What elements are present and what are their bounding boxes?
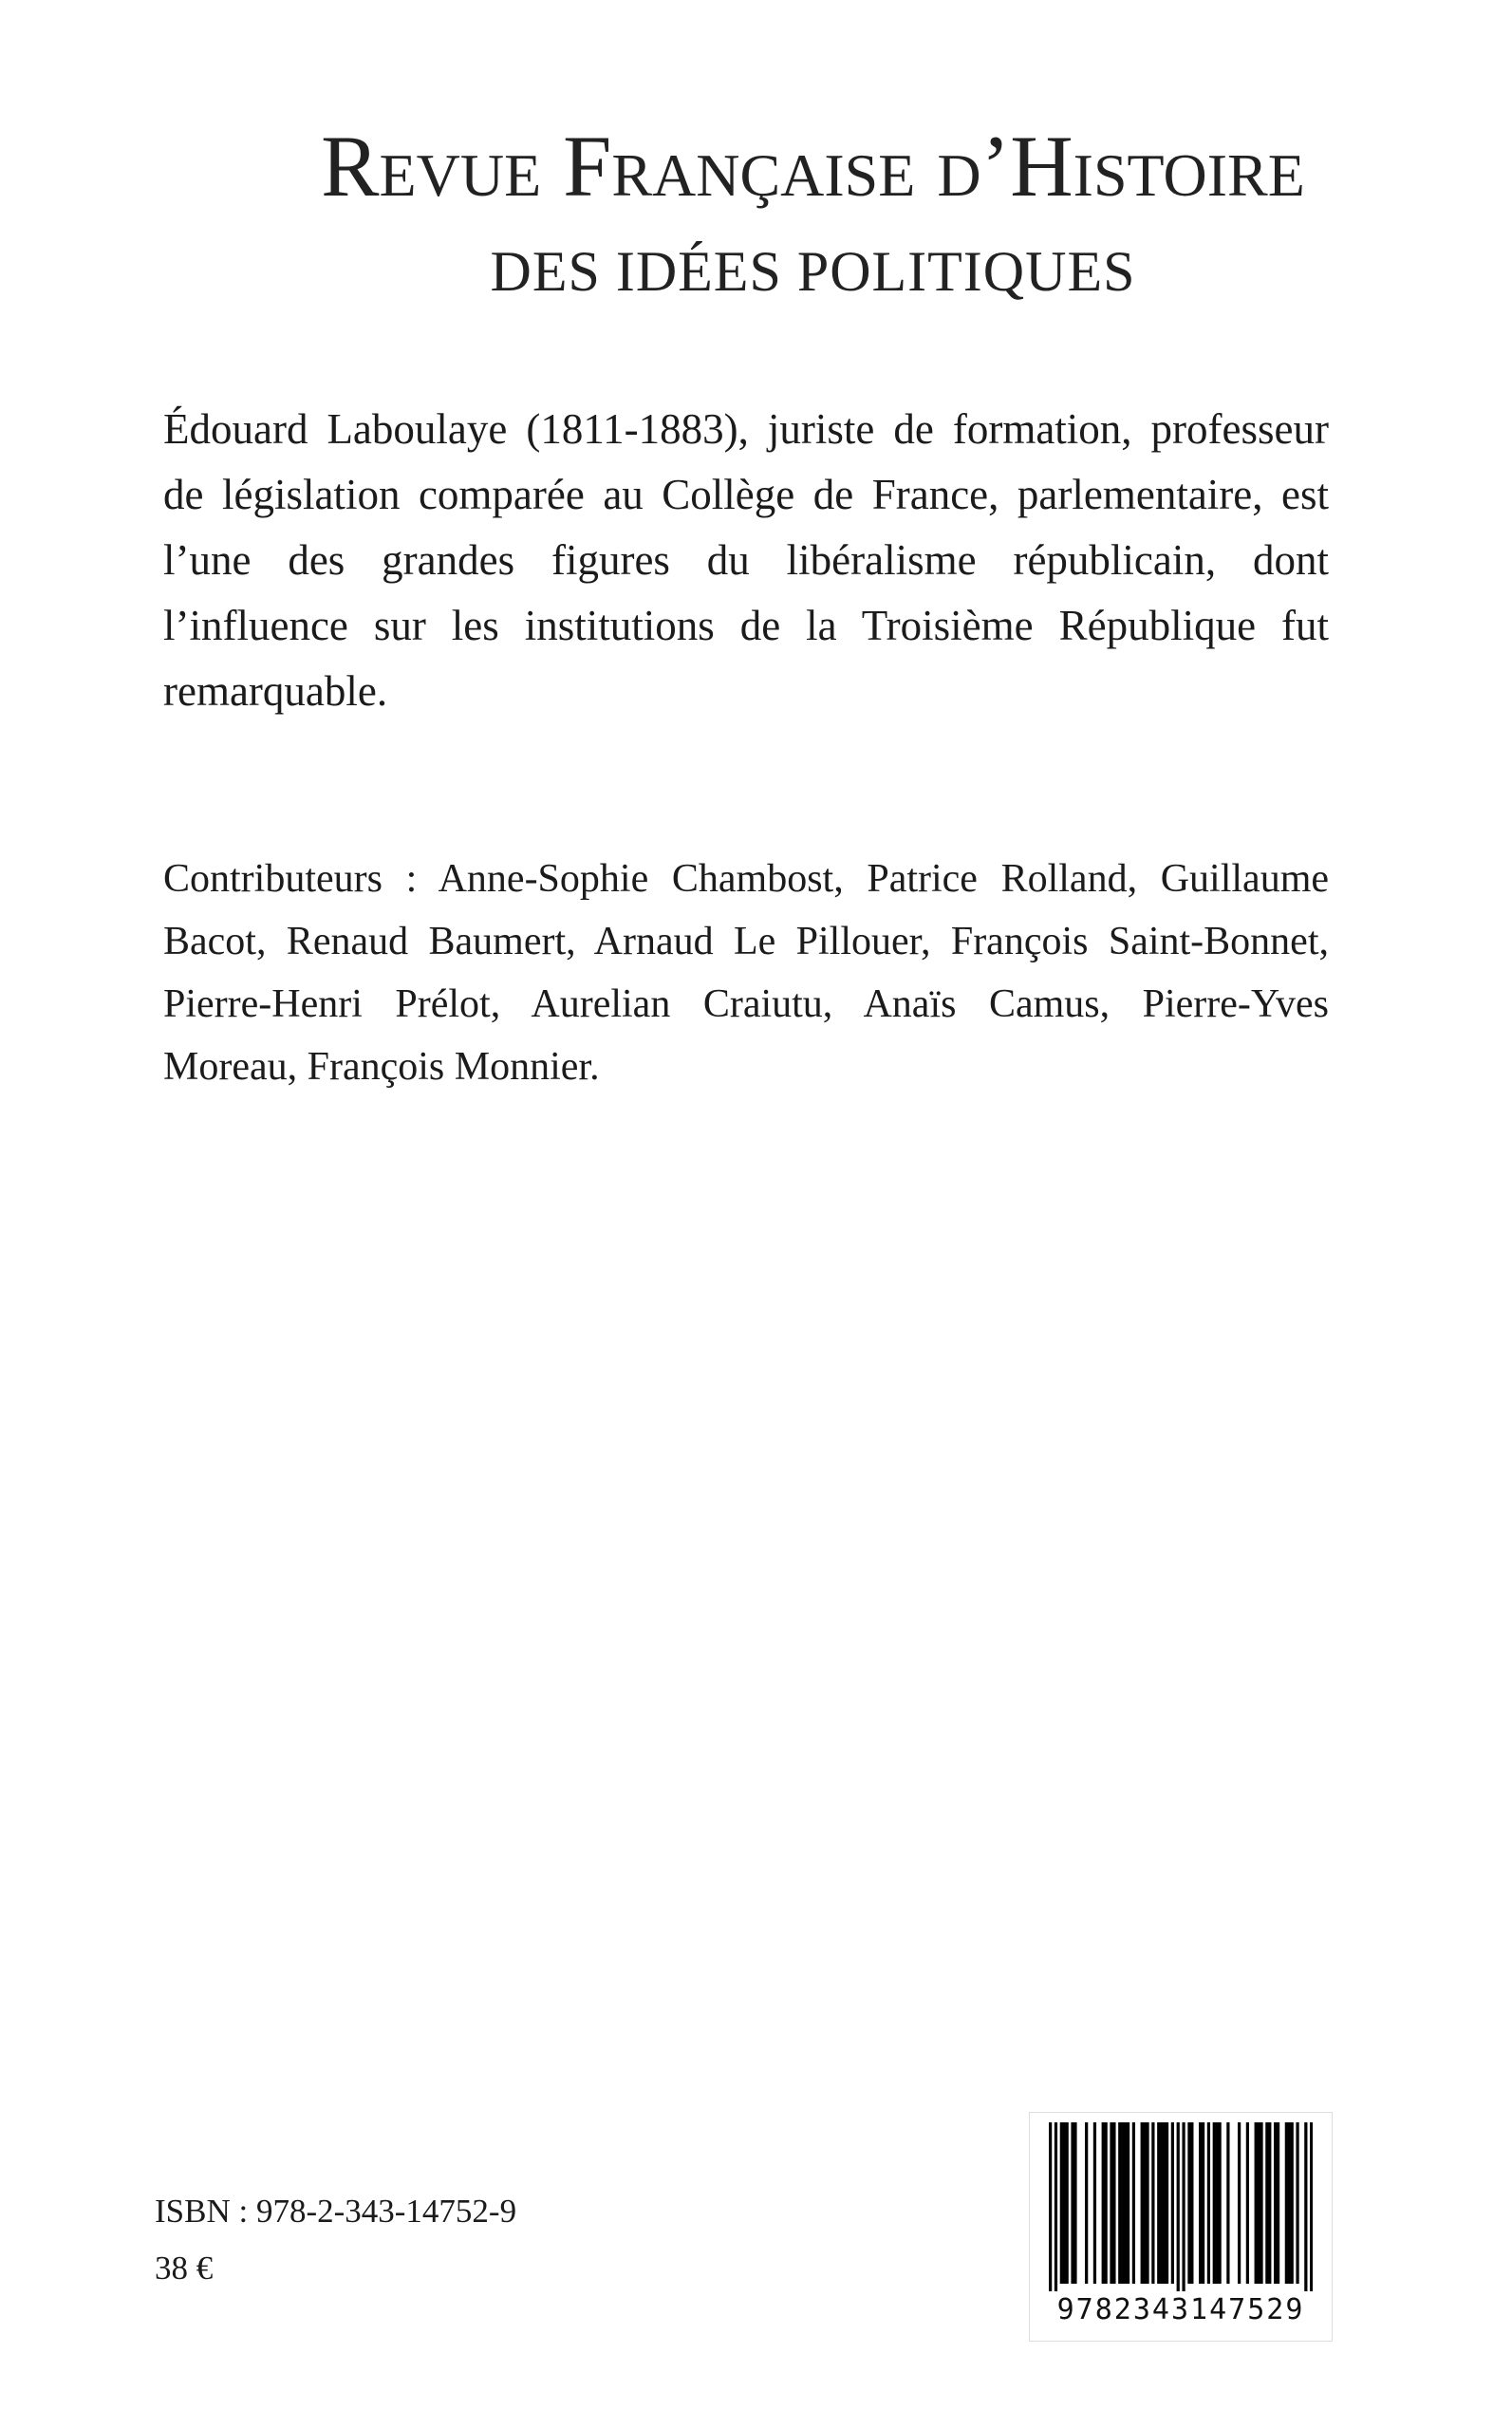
barcode-bar [1121, 2122, 1124, 2284]
barcode-bar [1110, 2122, 1112, 2284]
barcode-bar [1146, 2122, 1148, 2284]
barcode-bar [1055, 2122, 1057, 2291]
price-label: 38 € [155, 2250, 214, 2287]
barcode-bar [1071, 2122, 1073, 2284]
barcode-bar [1199, 2122, 1202, 2284]
barcode-bar [1105, 2122, 1108, 2284]
barcode-bar [1141, 2122, 1144, 2284]
barcode-bar [1124, 2122, 1127, 2284]
barcode-bar [1102, 2122, 1105, 2284]
barcode-bar [1163, 2122, 1166, 2284]
isbn-label: ISBN : 978-2-343-14752-9 [155, 2193, 517, 2230]
barcode-bar [1274, 2122, 1277, 2284]
contributors-paragraph: Contributeurs : Anne-Sophie Chambost, Patrice Rolland, Guillaume Bacot, Renaud Baumert, Arnaud Le Pillouer, François Saint-Bonnet, Pierre-Henri Prélot, Aurelian Craiutu, Anaïs Camus, Pierre-Yves Moreau, François Monnier. [163, 857, 1329, 1089]
barcode-bar [1190, 2122, 1193, 2284]
barcode-bar [1296, 2122, 1298, 2284]
barcode-bar [1166, 2122, 1168, 2284]
barcode-bar [1265, 2122, 1268, 2284]
barcode-bar [1246, 2122, 1249, 2284]
barcode-bar [1157, 2122, 1160, 2284]
title-line-2: DES IDÉES POLITIQUES [490, 240, 1136, 303]
barcode-bar [1285, 2122, 1288, 2284]
barcode-bar [1291, 2122, 1294, 2284]
barcode-bar [1226, 2122, 1229, 2284]
barcode-number: 9782343147529 [1056, 2293, 1305, 2326]
barcode-bar [1066, 2122, 1069, 2284]
barcode-bar [1160, 2122, 1163, 2284]
barcode-bar [1073, 2122, 1076, 2284]
barcode-bar [1207, 2122, 1210, 2284]
barcode-bar [1085, 2122, 1088, 2284]
barcode-bar [1257, 2122, 1260, 2284]
barcode-bar [1187, 2122, 1190, 2284]
barcode-bar [1255, 2122, 1258, 2284]
barcode-bar [1177, 2122, 1180, 2291]
barcode-bar [1238, 2122, 1241, 2284]
barcode-bar [1060, 2122, 1063, 2284]
barcode-bar [1127, 2122, 1129, 2284]
barcode-bar [1213, 2122, 1216, 2284]
barcode-bar [1277, 2122, 1279, 2284]
barcode-bar [1288, 2122, 1291, 2284]
barcode-bars [1049, 2122, 1313, 2291]
barcode-bar [1260, 2122, 1262, 2284]
barcode-bar [1112, 2122, 1115, 2284]
barcode-bar [1063, 2122, 1066, 2284]
barcode-bar [1219, 2122, 1222, 2284]
barcode-bar [1268, 2122, 1271, 2284]
barcode [1029, 2112, 1333, 2342]
barcode-bar [1182, 2122, 1185, 2291]
barcode-bar [1151, 2122, 1154, 2284]
journal-title [0, 114, 1512, 309]
barcode-bar [1310, 2122, 1313, 2291]
barcode-bar [1216, 2122, 1219, 2284]
title-line-1: Revue Française d’Histoire [321, 118, 1305, 215]
barcode-bar [1049, 2122, 1052, 2291]
barcode-bar [1132, 2122, 1135, 2284]
barcode-bar [1202, 2122, 1204, 2284]
barcode-bar [1304, 2122, 1307, 2291]
barcode-bar [1093, 2122, 1096, 2284]
barcode-bar [1143, 2122, 1146, 2284]
barcode-bar [1118, 2122, 1121, 2284]
intro-paragraph: Édouard Laboulaye (1811-1883), juriste de formation, professeur de législation comparée au Collège de France, parlementaire, est l’une des grandes figures du libéralisme républicain, dont l’influence sur les institutions de la Troisième République fut remarquable. [163, 405, 1329, 715]
barcode-bar [1171, 2122, 1174, 2284]
